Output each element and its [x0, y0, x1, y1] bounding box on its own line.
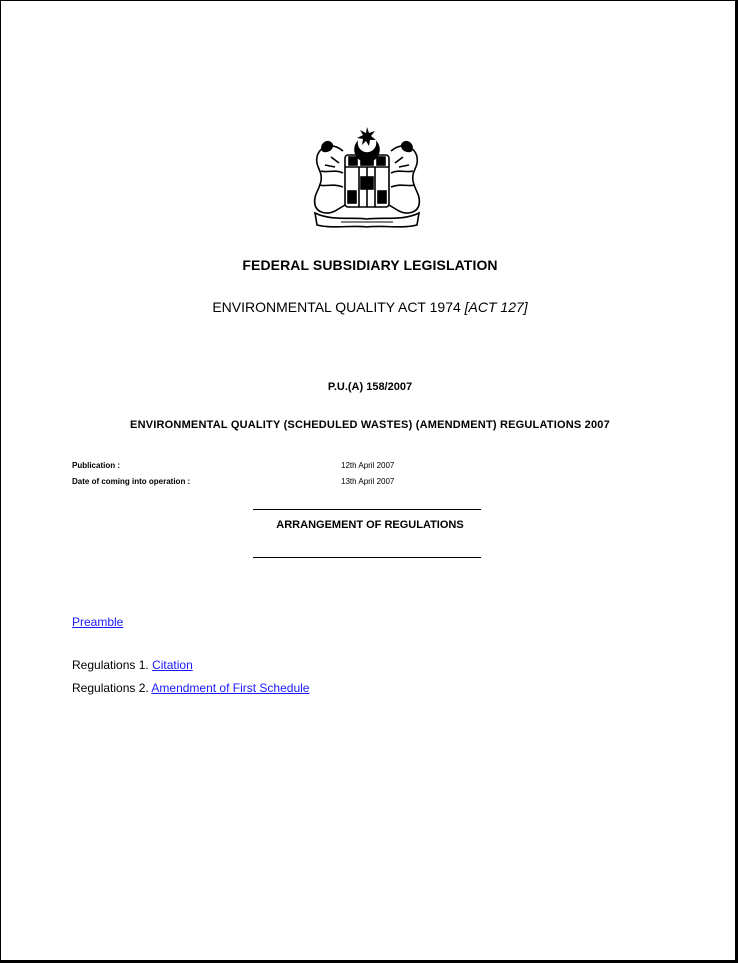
toc-item-prefix: Regulations 1.	[72, 658, 149, 672]
toc-item-amendment	[72, 681, 309, 695]
coat-of-arms-emblem	[301, 121, 433, 231]
operation-date: 13th April 2007	[341, 477, 395, 486]
publication-date: 12th April 2007	[341, 461, 395, 470]
toc-item-prefix: Regulations 2.	[72, 681, 149, 695]
legislation-heading: FEDERAL SUBSIDIARY LEGISLATION	[242, 257, 498, 273]
act-title	[1, 299, 738, 315]
divider-bottom	[253, 557, 481, 558]
publication-label: Publication :	[72, 461, 120, 470]
divider-top	[253, 509, 481, 510]
citation-link[interactable]: Citation	[152, 658, 193, 672]
amendment-first-schedule-link[interactable]: Amendment of First Schedule	[151, 681, 310, 695]
toc-item-citation	[72, 658, 193, 672]
act-name: ENVIRONMENTAL QUALITY ACT 1974	[212, 299, 461, 315]
act-reference: [ACT 127]	[464, 299, 528, 315]
preamble-link[interactable]: Preamble	[72, 615, 124, 629]
preamble-item	[72, 615, 123, 629]
instrument-number: P.U.(A) 158/2007	[327, 381, 413, 393]
arrangement-heading: ARRANGEMENT OF REGULATIONS	[276, 519, 464, 531]
regulations-title: ENVIRONMENTAL QUALITY (SCHEDULED WASTES) (AMENDMENT) REGULATIONS 2007	[130, 419, 610, 431]
operation-date-label: Date of coming into operation :	[72, 477, 191, 486]
